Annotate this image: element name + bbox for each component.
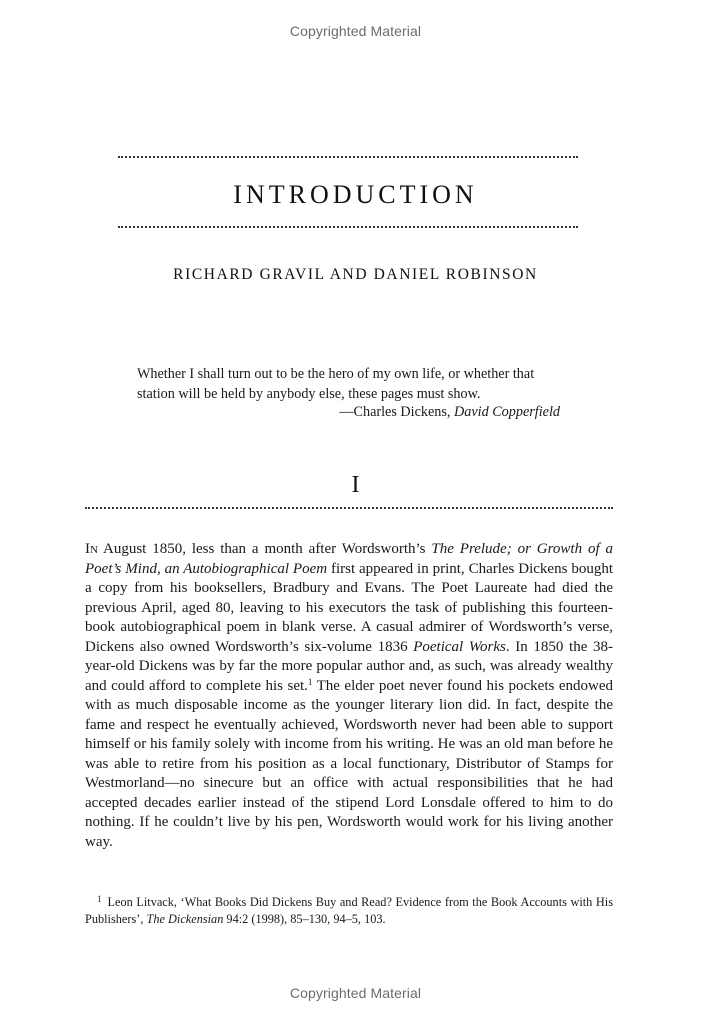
footnote-text-1: Leon Litvack, ‘What Books Did Dickens Buy and Read? Evidence from the Book Accounts with His Publishers’, <box>85 895 613 926</box>
section-number: I <box>351 472 360 498</box>
body-paragraph <box>85 540 613 852</box>
footnote <box>85 894 613 928</box>
chapter-authors: RICHARD GRAVIL AND DANIEL ROBINSON <box>173 266 538 283</box>
footnote-text-2: 94:2 (1998), 85–130, 94–5, 103. <box>223 912 386 926</box>
copyright-watermark-top: Copyrighted Material <box>289 23 422 39</box>
footnote-reference[interactable]: 1 <box>307 676 313 687</box>
para-text-1: August 1850, less than a month after Wordsworth’s <box>97 541 432 557</box>
poetical-works-title: Poetical Works <box>413 638 506 655</box>
footnote-number: 1 <box>97 894 102 904</box>
attribution-work-title: David Copperfield <box>454 404 560 420</box>
para-text-4: The elder poet never found his pockets endowed with as much disposable income as the younger literary lion did. In fact, despite the fame and respect he eventually achieved, Wordsworth never had been able to support himself or his family solely with income from his writing. He was an old man before he was able to retire from his position as a local functionary, Distributor of Stamps for Westmorland—no sinecure but an office with actual responsibilities that he had accepted decades earlier instead of the stipend Lord Lonsdale offered to him to do nothing. If he couldn’t live by his pen, Wordsworth would work for his living another way. <box>85 677 613 850</box>
para-text-3: . In 1850 the 38-year-old Dickens was by far the more popular author and, as such, was already wealthy and could afford to complete his set. <box>85 638 613 694</box>
para-text-2: first appeared in print, Charles Dickens bought a copy from his booksellers, Bradbury and Evans. The Poet Laureate had died the previous April, aged 80, leaving to his executors the task of publishing this fourteen-book autobiographical poem in blank verse. A casual admirer of Wordsworth’s verse, Dickens also owned Wordsworth’s six-volume 1836 <box>85 560 613 655</box>
attribution-author: —Charles Dickens, <box>339 404 454 420</box>
copyright-watermark-bottom: Copyrighted Material <box>289 985 422 1001</box>
prelude-title: The Prelude; or Growth of a Poet’s Mind, an Autobiographical Poem <box>85 541 613 577</box>
divider-title-bottom <box>118 226 578 228</box>
lead-small-caps: In <box>85 541 98 557</box>
footnote-journal: The Dickensian <box>146 912 224 926</box>
epigraph-attribution <box>137 404 560 421</box>
divider-top <box>118 156 578 158</box>
epigraph-quote: Whether I shall turn out to be the hero of my own life, or whether that station will be held by anybody else, these pages must show. <box>137 366 535 402</box>
divider-section <box>85 507 613 509</box>
chapter-title: INTRODUCTION <box>233 180 478 209</box>
